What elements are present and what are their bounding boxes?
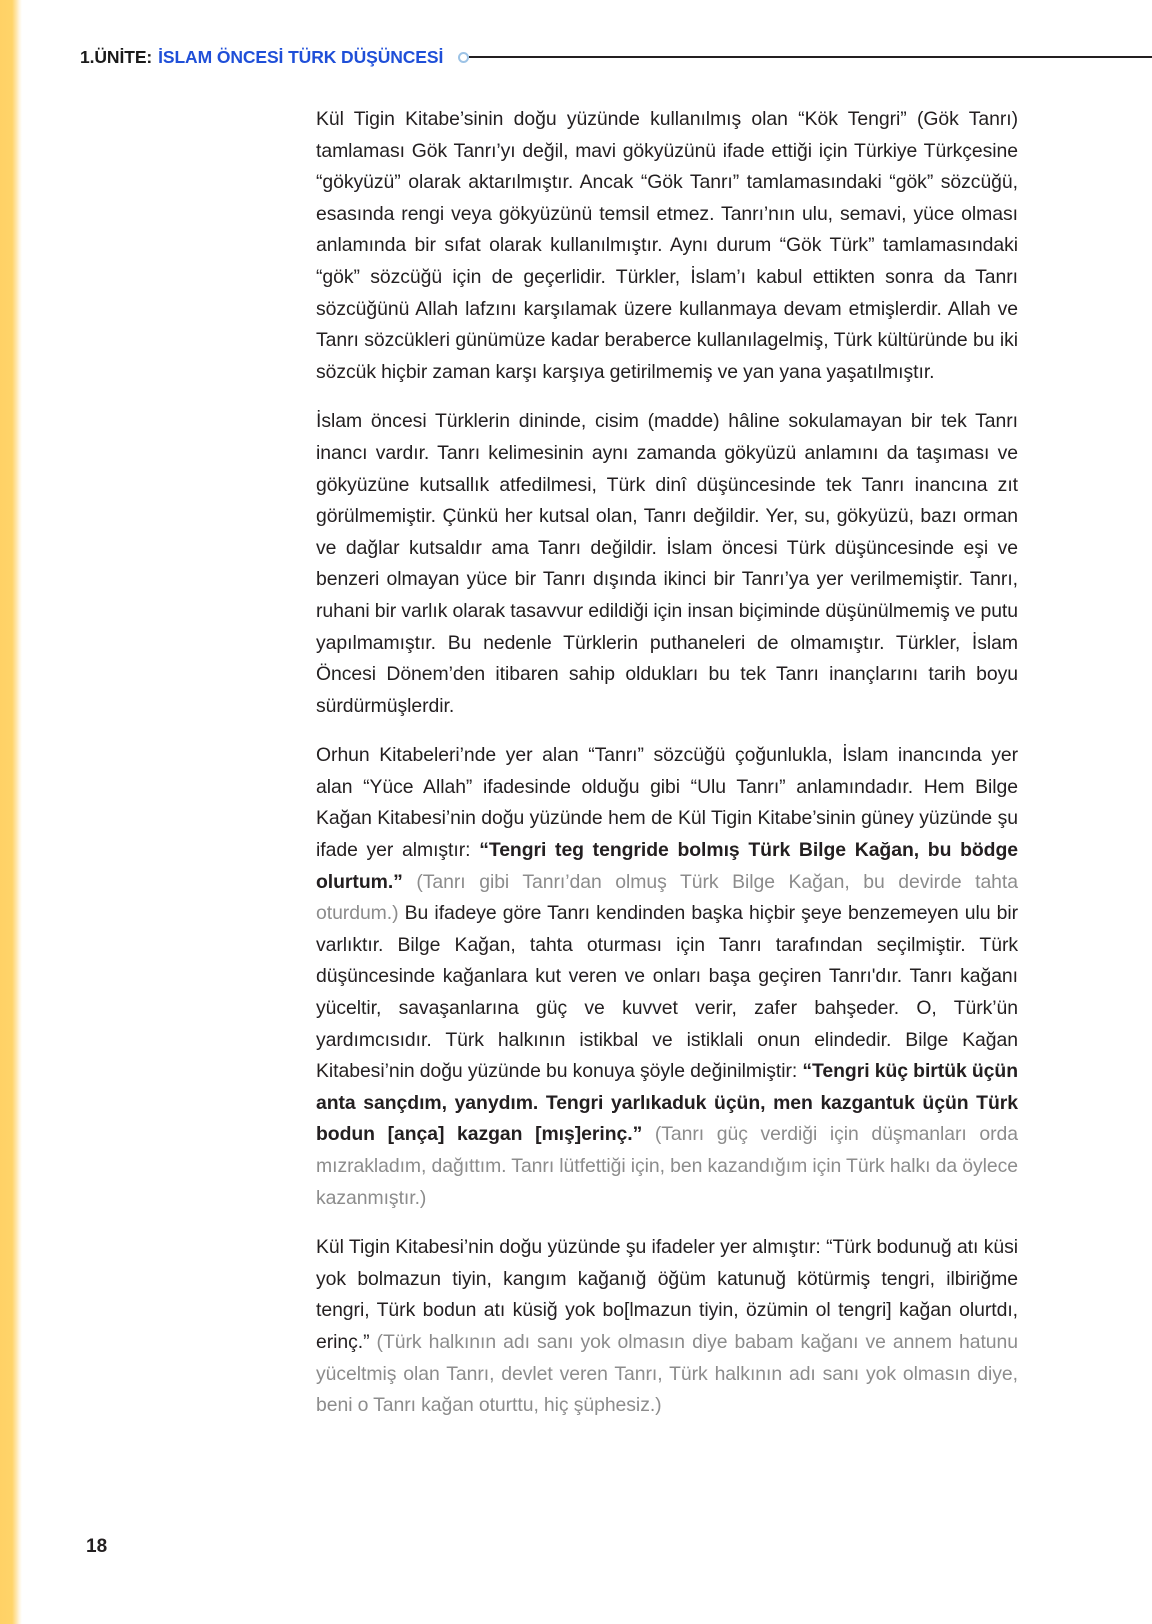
body-paragraph xyxy=(316,104,1018,388)
body-text-run: Kül Tigin Kitabesi’nin doğu yüzünde şu ifadeler yer almıştır: “Türk bodunuğ atı küsi yok bolmazun tiyin, kangım kağanığ öğüm katunuğ kötürmiş tengri, ilbiriğme tengri, Türk bodun atı küsiğ yok bo[lmazun tiyin, özümin ol tengri] kağan olurtdı, erinç.” xyxy=(316,1236,1018,1353)
inscription-quote: “Tengri küç birtük üçün anta sançdım, yanydım. Tengri yarlıkaduk üçün, men kazgantuk üçün Türk bodun [ança] kazgan [mış]erinç.” xyxy=(316,1060,1019,1146)
body-text-run: Bu ifadeye göre Tanrı kendinden başka hiçbir şeye benzemeyen ulu bir varlıktır. Bilge Kağan, tahta oturması için Tanrı tarafından seçilmiştir. Türk düşüncesinde kağanlara kut veren ve onları başa geçiren Tanrı'dır. Tanrı kağanı yüceltir, savaşanlarına güç ve kuvvet verir, zafer bahşeder. O, Türk’ün yardımcısıdır. Türk halkının istikbal ve istiklali onun elindedir. Bilge Kağan Kitabesi’nin doğu yüzünde bu konuya şöyle değinilmiştir: xyxy=(316,902,1018,1083)
unit-title-label: İSLAM ÖNCESİ TÜRK DÜŞÜNCESİ xyxy=(158,46,444,67)
body-paragraph xyxy=(316,740,1018,1214)
circle-node-icon xyxy=(458,52,469,63)
body-paragraph xyxy=(316,406,1018,722)
page-number: 18 xyxy=(86,1536,108,1557)
header-divider-rule xyxy=(469,56,1152,59)
body-text-run: Orhun Kitabeleri’nde yer alan “Tanrı” sözcüğü çoğunlukla, İslam inancında yer alan “Yüce Allah” ifadesinde olduğu gibi “Ulu Tanrı” anlamındadır. Hem Bilge Kağan Kitabesi’nin doğu yüzünde hem de Kül Tigin Kitabe’sinin güney yüzünde şu ifade yer almıştır: xyxy=(316,744,1018,862)
unit-number-label: 1.ÜNİTE: xyxy=(80,46,153,67)
translation-gloss: (Tanrı güç verdiği için düşmanları orda mızrakladım, dağıttım. Tanrı lütfettiği için, ben kazandığım için Türk halkı da öylece kazanmıştır.) xyxy=(316,1123,1018,1209)
inscription-quote: “Tengri teg tengride bolmış Türk Bilge Kağan, bu bödge olurtum.” xyxy=(316,839,1018,893)
body-text-run: Kül Tigin Kitabe’sinin doğu yüzünde kullanılmış olan “Kök Tengri” (Gök Tanrı) tamlaması Gök Tanrı’yı değil, mavi gökyüzünü ifade ettiği için Türkiye Türkçesine “gökyüzü” olarak aktarılmıştır. Ancak “Gök Tanrı” tamlamasındaki “gök” sözcüğü, esasında rengi veya gökyüzünü temsil etmez. Tanrı’nın ulu, semavi, yüce olması anlamında bir sıfat olarak kullanılmıştır. Aynı durum “Gök Türk” tamlamasındaki “gök” sözcüğü için de geçerlidir. Türkler, İslam’ı kabul ettikten sonra da Tanrı sözcüğünü Allah lafzını karşılamak üzere kullanmaya devam etmişlerdir. Allah ve Tanrı sözcükleri günümüze kadar beraberce kullanılagelmiş, Türk kültüründe bu iki sözcük hiçbir zaman karşı karşıya getirilmemiş ve yan yana yaşatılmıştır. xyxy=(316,108,1018,383)
body-paragraph xyxy=(316,1232,1018,1422)
left-edge-accent-bar xyxy=(0,0,22,1624)
translation-gloss: (Tanrı gibi Tanrı’dan olmuş Türk Bilge Kağan, bu devirde tahta oturdum.) xyxy=(316,870,1018,925)
page-header xyxy=(80,40,1152,74)
body-text-run: İslam öncesi Türklerin dininde, cisim (madde) hâline sokulamayan bir tek Tanrı inancı vardır. Tanrı kelimesinin aynı zamanda gökyüzü anlamını da taşıması ve gökyüzüne kutsallık atfedilmesi, Türk dinî düşüncesinde tek Tanrı inancına zıt görülmemiştir. Çünkü her kutsal olan, Tanrı değildir. Yer, su, gökyüzü, bazı orman ve dağlar kutsaldır ama Tanrı değildir. İslam öncesi Türk düşüncesinde eşi ve benzeri olmayan yüce bir Tanrı dışında ikinci bir Tanrı’ya yer verilmemiştir. Tanrı, ruhani bir varlık olarak tasavvur edildiği için insan biçiminde düşünülmemiş ve putu yapılmamıştır. Bu nedenle Türklerin puthaneleri de olmamıştır. Türkler, İslam Öncesi Dönem’den itibaren sahip oldukları bu tek Tanrı inançlarını tarih boyu sürdürmüşlerdir. xyxy=(316,410,1018,717)
translation-gloss: (Türk halkının adı sanı yok olmasın diye babam kağanı ve annem hatunu yüceltmiş olan Tanrı, devlet veren Tanrı, Türk halkının adı sanı yok olmasın diye, beni o Tanrı kağan oturttu, hiç şüphesiz.) xyxy=(316,1330,1018,1417)
article-body xyxy=(316,104,1018,1422)
